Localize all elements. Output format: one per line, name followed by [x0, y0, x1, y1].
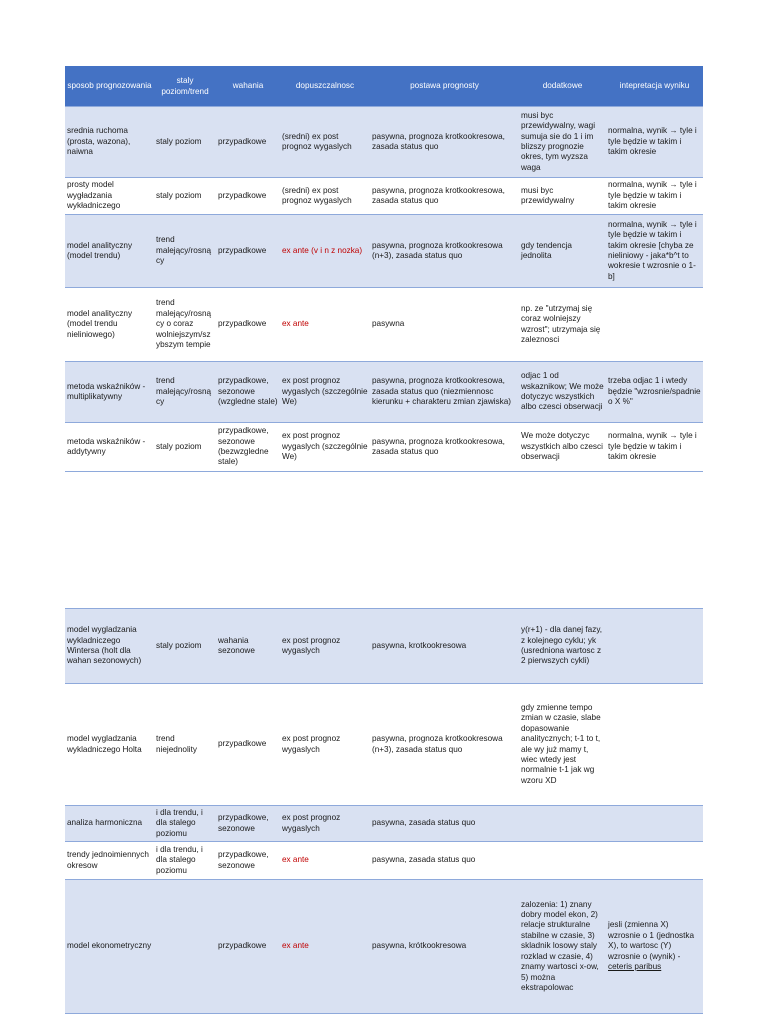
cell-wahania: przypadkowe, sezonowe (wzgledne stale)	[216, 362, 280, 423]
cell-interpretacja	[606, 684, 703, 806]
cell-poziom: staly poziom	[154, 107, 216, 178]
cell-wahania: wahania sezonowe	[216, 609, 280, 684]
cell-interpretacja	[606, 609, 703, 684]
cell-wahania: przypadkowe	[216, 178, 280, 215]
cell-sposob: metoda wskaźników - addytywny	[65, 423, 154, 472]
header-sposob: sposob prognozowania	[65, 67, 154, 107]
cell-sposob: metoda wskaźników - multiplikatywny	[65, 362, 154, 423]
cell-dodatkowe: odjac 1 od wskaznikow; We może dotyczyc wszystkich albo czesci obserwacji	[519, 362, 606, 423]
cell-interpretacja: normalna, wynik → tyle i tyle będzie w takim i takim okresie	[606, 423, 703, 472]
cell-dodatkowe: gdy zmienne tempo zmian w czasie, slabe dopasowanie analitycznych; t-1 to t, ale wy już mamy t, wiec wtedy jest normalnie t-1 jak wg wzoru XD	[519, 684, 606, 806]
cell-postawa: pasywna, prognoza krotkookresowa, zasada status quo	[370, 107, 519, 178]
cell-poziom: trend malejący/rosnący	[154, 215, 216, 288]
cell-dopuszczalnosc: (sredni) ex post prognoz wygaslych	[280, 178, 370, 215]
cell-postawa: pasywna, zasada status quo	[370, 842, 519, 880]
cell-interpretacja: normalna, wynik → tyle i tyle będzie w takim i takim okresie [chyba ze nieliniowy - jaka*b^t to wokresie t wzrosnie o 1-b]	[606, 215, 703, 288]
interpretacja-text: jesli (zmienna X) wzrosnie o 1 (jednostka X), to wartosc (Y) wzrosnie o (wynik) -	[608, 920, 695, 961]
cell-dopuszczalnosc: ex ante	[280, 842, 370, 880]
cell-dodatkowe: y(r+1) - dla danej fazy, z kolejnego cyklu; yk (usredniona wartosc z 2 pierwszych cykli)	[519, 609, 606, 684]
cell-poziom: staly poziom	[154, 178, 216, 215]
cell-wahania: przypadkowe	[216, 880, 280, 1014]
cell-sposob: trendy jednoimiennych okresow	[65, 842, 154, 880]
header-dodatkowe: dodatkowe	[519, 67, 606, 107]
cell-postawa: pasywna, prognoza krotkookresowa, zasada status quo	[370, 178, 519, 215]
cell-postawa: pasywna, krótkookresowa	[370, 880, 519, 1014]
cell-postawa: pasywna, prognoza krotkookresowa (n+3), zasada status quo	[370, 684, 519, 806]
cell-interpretacja	[606, 842, 703, 880]
cell-dopuszczalnosc: ex post prognoz wygaslych	[280, 684, 370, 806]
cell-sposob: model analityczny (model trendu)	[65, 215, 154, 288]
table-row	[65, 684, 703, 806]
cell-poziom: staly poziom	[154, 609, 216, 684]
cell-wahania: przypadkowe	[216, 288, 280, 362]
cell-wahania: przypadkowe	[216, 107, 280, 178]
cell-dopuszczalnosc: ex ante	[280, 288, 370, 362]
cell-dopuszczalnosc: ex ante (v i n z nozka)	[280, 215, 370, 288]
cell-dodatkowe: np. ze "utrzymaj się coraz wolniejszy wzrost"; utrzymaja się zaleznosci	[519, 288, 606, 362]
cell-dopuszczalnosc: ex post prognoz wygaslych (szczególnie We)	[280, 423, 370, 472]
cell-postawa: pasywna, prognoza krotkookresowa, zasada status quo (niezmiennosc kierunku + charakteru zmian zjawiska)	[370, 362, 519, 423]
table-row	[65, 288, 703, 362]
cell-wahania: przypadkowe	[216, 684, 280, 806]
table-row	[65, 107, 703, 178]
table-row	[65, 423, 703, 472]
table-row	[65, 609, 703, 684]
table-row	[65, 806, 703, 842]
cell-postawa: pasywna, krotkookresowa	[370, 609, 519, 684]
cell-dopuszczalnosc: ex post prognoz wygaslych	[280, 806, 370, 842]
cell-interpretacja	[606, 288, 703, 362]
forecast-methods-table-continued	[65, 608, 703, 1014]
cell-poziom	[154, 880, 216, 1014]
cell-interpretacja: normalna, wynik → tyle i tyle będzie w takim i takim okresie	[606, 107, 703, 178]
cell-dopuszczalnosc: ex post prognoz wygaslych (szczególnie We)	[280, 362, 370, 423]
cell-sposob: model ekonometryczny	[65, 880, 154, 1014]
cell-sposob: model analityczny (model trendu nieliniowego)	[65, 288, 154, 362]
cell-postawa: pasywna, prognoza krotkookresowa (n+3), zasada status quo	[370, 215, 519, 288]
header-poziom: staly poziom/trend	[154, 67, 216, 107]
header-wahania: wahania	[216, 67, 280, 107]
cell-dodatkowe: gdy tendencja jednolita	[519, 215, 606, 288]
cell-poziom: i dla trendu, i dla stalego poziomu	[154, 842, 216, 880]
cell-wahania: przypadkowe	[216, 215, 280, 288]
cell-sposob: model wygladzania wykladniczego Wintersa (holt dla wahan sezonowych)	[65, 609, 154, 684]
cell-postawa: pasywna	[370, 288, 519, 362]
cell-dodatkowe: We może dotyczyc wszystkich albo czesci obserwacji	[519, 423, 606, 472]
cell-dopuszczalnosc: ex ante	[280, 880, 370, 1014]
cell-interpretacja	[606, 806, 703, 842]
forecast-methods-table	[65, 66, 703, 472]
cell-dodatkowe	[519, 842, 606, 880]
cell-poziom: i dla trendu, i dla stalego poziomu	[154, 806, 216, 842]
cell-poziom: trend malejący/rosnący	[154, 362, 216, 423]
cell-sposob: analiza harmoniczna	[65, 806, 154, 842]
cell-postawa: pasywna, zasada status quo	[370, 806, 519, 842]
header-interpretacja: intepretacja wyniku	[606, 67, 703, 107]
table-row	[65, 178, 703, 215]
cell-sposob: srednia ruchoma (prosta, wazona), naiwna	[65, 107, 154, 178]
cell-sposob: model wygladzania wykladniczego Holta	[65, 684, 154, 806]
table-header-row	[65, 67, 703, 107]
cell-sposob: prosty model wygładzania wykładniczego	[65, 178, 154, 215]
ceteris-paribus-text: ceteris paribus	[608, 962, 662, 972]
cell-poziom: trend niejednolity	[154, 684, 216, 806]
cell-dopuszczalnosc: (sredni) ex post prognoz wygaslych	[280, 107, 370, 178]
cell-wahania: przypadkowe, sezonowe	[216, 806, 280, 842]
cell-wahania: przypadkowe, sezonowe	[216, 842, 280, 880]
cell-dodatkowe: musi byc przewidywalny	[519, 178, 606, 215]
cell-dodatkowe: musi byc przewidywalny, wagi sumuja sie do 1 i im blizszy prognozie okres, tym wyzsza waga	[519, 107, 606, 178]
cell-interpretacja: normalna, wynik → tyle i tyle będzie w takim i takim okresie	[606, 178, 703, 215]
header-dopuszczalnosc: dopuszczalnosc	[280, 67, 370, 107]
table-row	[65, 842, 703, 880]
table-row	[65, 215, 703, 288]
cell-wahania: przypadkowe, sezonowe (bezwzgledne stale)	[216, 423, 280, 472]
cell-interpretacja	[606, 880, 703, 1014]
cell-postawa: pasywna, prognoza krotkookresowa, zasada status quo	[370, 423, 519, 472]
cell-dodatkowe: zalozenia: 1) znany dobry model ekon, 2) relacje strukturalne stabilne w czasie, 3) skladnik losowy staly rozklad w czasie, 4) znamy wartosci x-ow, 5) można ekstrapolowac	[519, 880, 606, 1014]
cell-dopuszczalnosc: ex post prognoz wygaslych	[280, 609, 370, 684]
table-row	[65, 362, 703, 423]
cell-poziom: trend malejący/rosnący o coraz wolniejszym/szybszym tempie	[154, 288, 216, 362]
header-postawa: postawa prognosty	[370, 67, 519, 107]
cell-dodatkowe	[519, 806, 606, 842]
table-row	[65, 880, 703, 1014]
cell-poziom: staly poziom	[154, 423, 216, 472]
cell-interpretacja: trzeba odjac 1 i wtedy będzie "wzrosnie/spadnie o X %"	[606, 362, 703, 423]
